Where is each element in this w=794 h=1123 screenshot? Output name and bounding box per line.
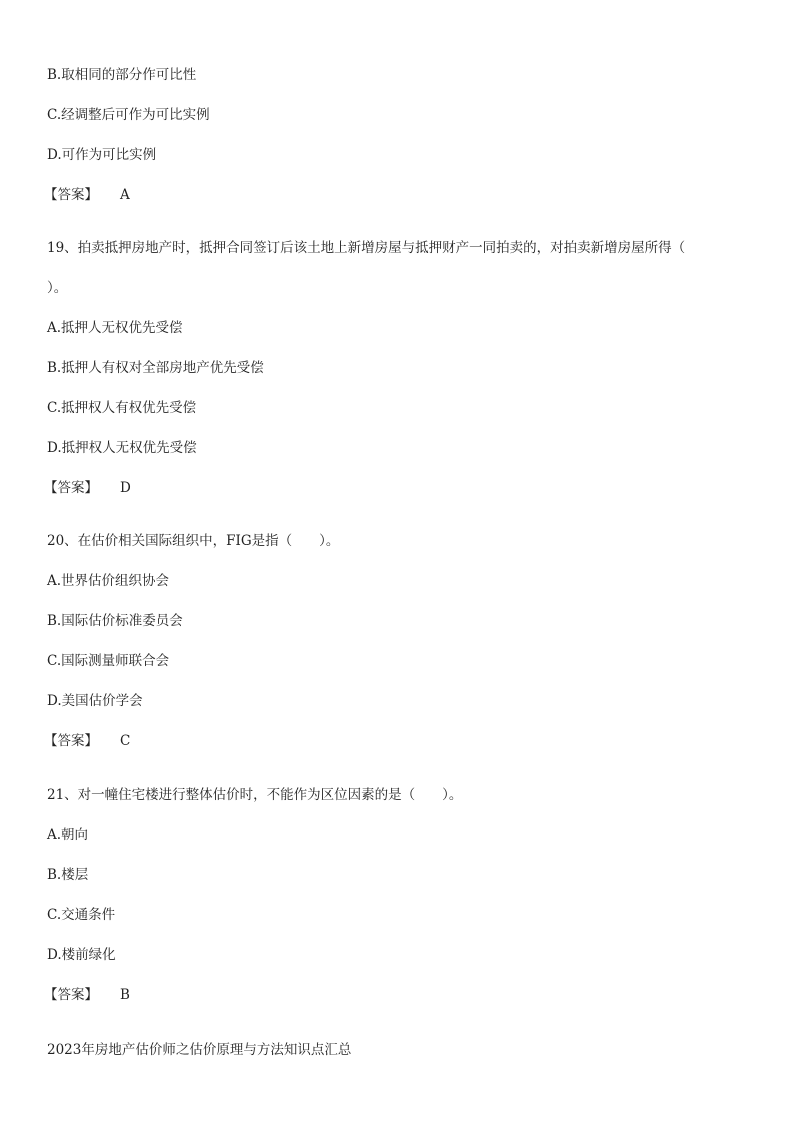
option-b: B.取相同的部分作可比性 xyxy=(47,67,197,83)
answer-row xyxy=(44,479,131,497)
question-21-text: 21、对一幢住宅楼进行整体估价时，不能作为区位因素的是（ ）。 xyxy=(47,787,463,803)
answer-label: 【答案】 xyxy=(44,987,98,1003)
option-d: D.楼前绿化 xyxy=(47,947,116,963)
answer-value: B xyxy=(120,987,130,1003)
answer-label: 【答案】 xyxy=(44,733,98,749)
question-19-text: 19、拍卖抵押房地产时，抵押合同签订后该土地上新增房屋与抵押财产一同拍卖的，对拍卖新增房屋所得（ xyxy=(47,240,686,256)
option-c: C.抵押权人有权优先受偿 xyxy=(47,400,197,416)
option-a: A.朝向 xyxy=(47,827,89,843)
answer-row xyxy=(44,732,131,750)
answer-row xyxy=(44,986,130,1004)
option-c: C.交通条件 xyxy=(47,907,116,923)
question-20-text: 20、在估价相关国际组织中，FIG是指（ ）。 xyxy=(47,533,340,549)
option-c: C.经调整后可作为可比实例 xyxy=(47,107,210,123)
answer-label: 【答案】 xyxy=(44,187,98,203)
option-b: B.楼层 xyxy=(47,867,89,883)
section-title: 2023年房地产估价师之估价原理与方法知识点汇总 xyxy=(47,1042,352,1058)
option-b: B.国际估价标准委员会 xyxy=(47,613,183,629)
option-a: A.抵押人无权优先受偿 xyxy=(47,320,183,336)
answer-label: 【答案】 xyxy=(44,480,98,496)
option-b: B.抵押人有权对全部房地产优先受偿 xyxy=(47,360,264,376)
answer-row xyxy=(44,186,130,204)
option-d: D.美国估价学会 xyxy=(47,693,143,709)
answer-value: D xyxy=(120,480,131,496)
option-d: D.可作为可比实例 xyxy=(47,147,157,163)
option-a: A.世界估价组织协会 xyxy=(47,573,170,589)
question-19-text-continued: ）。 xyxy=(47,280,68,296)
option-c: C.国际测量师联合会 xyxy=(47,653,170,669)
option-d: D.抵押权人无权优先受偿 xyxy=(47,440,197,456)
answer-value: C xyxy=(120,733,131,749)
answer-value: A xyxy=(120,187,130,203)
